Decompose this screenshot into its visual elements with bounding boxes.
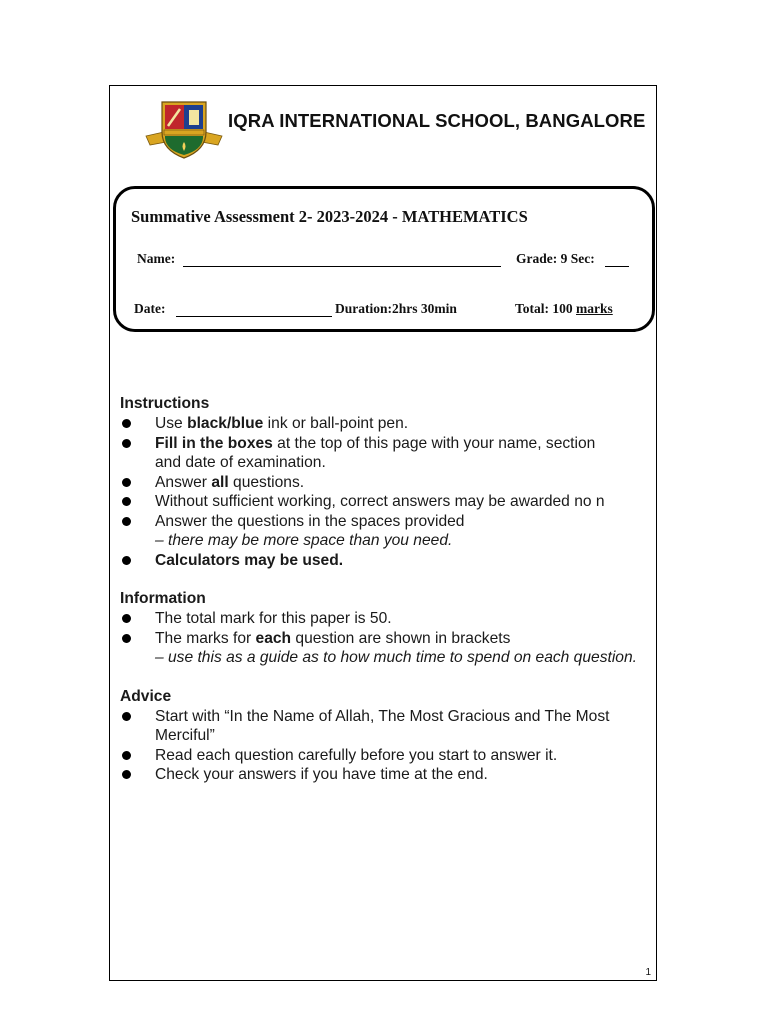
item-text: Answer the questions in the spaces provided (155, 512, 465, 530)
list-item (120, 707, 657, 746)
bullet-icon (122, 419, 131, 428)
item-bold-text: Fill in the boxes (155, 434, 273, 452)
item-bold-text: Calculators may be used. (155, 551, 344, 569)
item-text: Check your answers if you have time at the end. (155, 766, 488, 783)
item-bold-text: all (211, 473, 229, 491)
section-blank-line[interactable] (605, 266, 629, 267)
list-item (120, 765, 657, 785)
exam-page (109, 85, 657, 981)
item-text: The marks for (155, 629, 256, 647)
item-text: ink or ball-point pen. (263, 415, 409, 432)
list-item (120, 492, 657, 512)
item-text: at the top of this page with your name, section (272, 434, 596, 452)
item-bold-text: black/blue (187, 415, 264, 432)
bullet-icon (122, 614, 131, 623)
item-text-continued: and date of examination. (155, 454, 326, 471)
instructions-content (120, 394, 657, 785)
advice-heading: Advice (120, 687, 172, 705)
bullet-icon (122, 478, 131, 487)
list-item (120, 434, 657, 473)
bullet-icon (122, 712, 131, 721)
list-item (120, 473, 657, 493)
list-item (120, 551, 657, 571)
name-blank-line[interactable] (183, 266, 501, 267)
item-text: The total mark for this paper is 50. (155, 610, 392, 627)
bullet-icon (122, 439, 131, 448)
bullet-icon (122, 770, 131, 779)
school-name: IQRA INTERNATIONAL SCHOOL, BANGALORE (228, 110, 646, 131)
name-label: Name: (137, 251, 176, 266)
item-text: Answer (155, 473, 212, 491)
item-text: Without sufficient working, correct answers may be awarded no n (155, 493, 605, 510)
exam-title: Summative Assessment 2- 2023-2024 - MATHEMATICS (131, 207, 528, 226)
list-item (120, 609, 657, 629)
item-bold-text: each (255, 629, 292, 647)
list-item (120, 512, 657, 532)
grade-label: Grade: 9 Sec: (516, 251, 595, 266)
item-text: Read each question carefully before you start to answer it. (155, 746, 558, 764)
bullet-icon (122, 634, 131, 643)
item-subnote: – use this as a guide as to how much time to spend on each question. (155, 649, 637, 666)
duration-text: Duration:2hrs 30min (335, 301, 457, 316)
page-number: 1 (645, 967, 651, 978)
date-blank-line[interactable] (176, 316, 332, 317)
date-label: Date: (134, 301, 166, 316)
bullet-icon (122, 517, 131, 526)
item-text: questions. (228, 473, 305, 491)
bullet-icon (122, 751, 131, 760)
item-subnote: – there may be more space than you need. (155, 532, 453, 549)
total-marks-word: marks (576, 301, 613, 316)
school-crest-logo (144, 98, 224, 162)
bullet-icon (122, 497, 131, 506)
instructions-heading: Instructions (120, 395, 210, 412)
total-prefix: Total: 100 (515, 301, 577, 316)
item-text: question are shown in brackets (291, 629, 511, 647)
list-item (120, 629, 657, 649)
item-text-continued: Merciful” (155, 727, 215, 744)
total-marks-text (515, 301, 613, 317)
exam-details-box (113, 186, 655, 332)
list-item (120, 414, 657, 434)
bullet-icon (122, 556, 131, 565)
information-heading: Information (120, 590, 206, 607)
item-text: Use (155, 415, 188, 432)
item-text: Start with “In the Name of Allah, The Most Gracious and The Most (155, 707, 610, 725)
list-item (120, 746, 657, 766)
